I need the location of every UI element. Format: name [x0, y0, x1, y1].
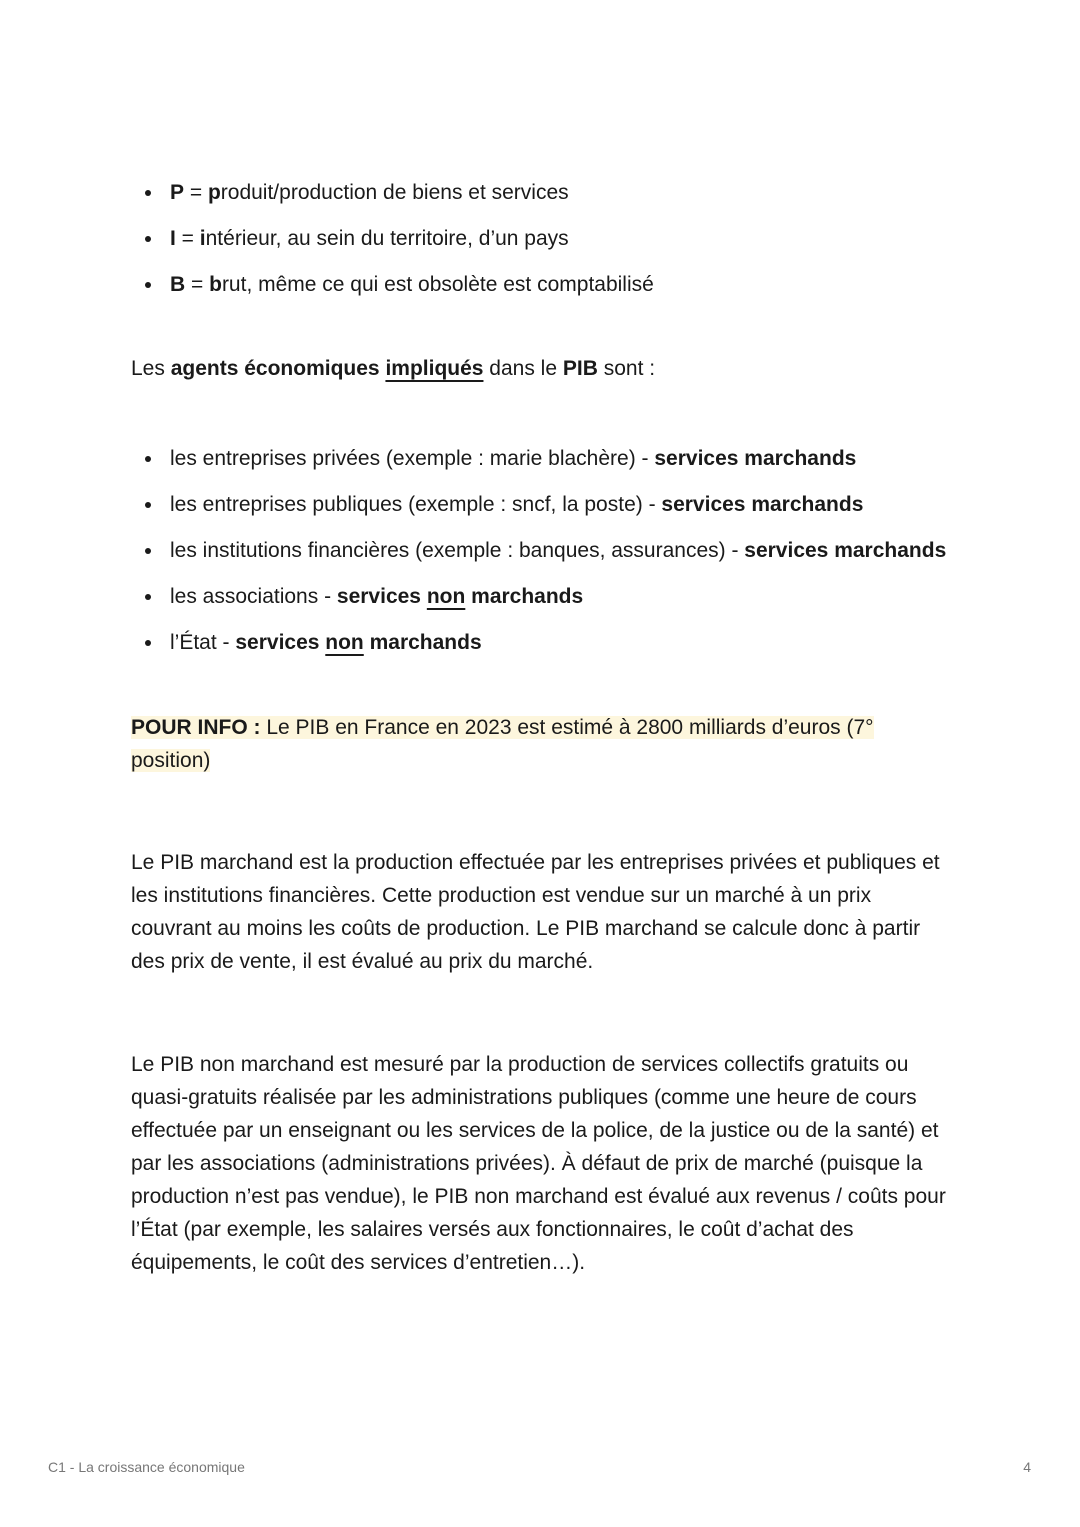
acronym-list: [131, 176, 951, 301]
page-number: 4: [1023, 1459, 1031, 1475]
paragraph-pib-non-marchand: Le PIB non marchand est mesuré par la production de services collectifs gratuits ou quasi-gratuits réalisée par les administrations publiques (comme une heure de cours effectuée par un enseignant ou les services de la police, de la justice ou de la santé) et par les associations (administrations privées). À défaut de prix de marché (puisque la production n’est pas vendue), le PIB non marchand est évalué aux revenus / coûts pour l’État (par exemple, les salaires versés aux fonctionnaires, le coût d’achat des équipements, le coût des services d’entretien…).: [131, 1053, 946, 1274]
list-item: I = intérieur, au sein du territoire, d’un pays: [131, 222, 951, 255]
list-item: les entreprises publiques (exemple : sncf, la poste) - services marchands: [131, 488, 951, 521]
footer-title: C1 - La croissance économique: [48, 1459, 245, 1475]
info-note: POUR INFO : Le PIB en France en 2023 est estimé à 2800 milliards d’euros (7° position): [131, 716, 874, 772]
list-item: les entreprises privées (exemple : marie blachère) - services marchands: [131, 442, 951, 475]
list-item: P = produit/production de biens et services: [131, 176, 951, 209]
list-item: les institutions financières (exemple : banques, assurances) - services marchands: [131, 534, 951, 567]
paragraph-pib-marchand: Le PIB marchand est la production effectuée par les entreprises privées et publiques et les institutions financières. Cette production est vendue sur un marché à un prix couvrant au moins les coûts de production. Le PIB marchand se calcule donc à partir des prix de vente, il est évalué au prix du marché.: [131, 851, 940, 973]
agents-intro: Les agents économiques impliqués dans le PIB sont :: [131, 357, 656, 380]
agents-list: [131, 442, 951, 659]
list-item: B = brut, même ce qui est obsolète est comptabilisé: [131, 268, 951, 301]
list-item: les associations - services non marchands: [131, 580, 951, 613]
list-item: l’État - services non marchands: [131, 626, 951, 659]
page-content: [131, 176, 951, 1279]
